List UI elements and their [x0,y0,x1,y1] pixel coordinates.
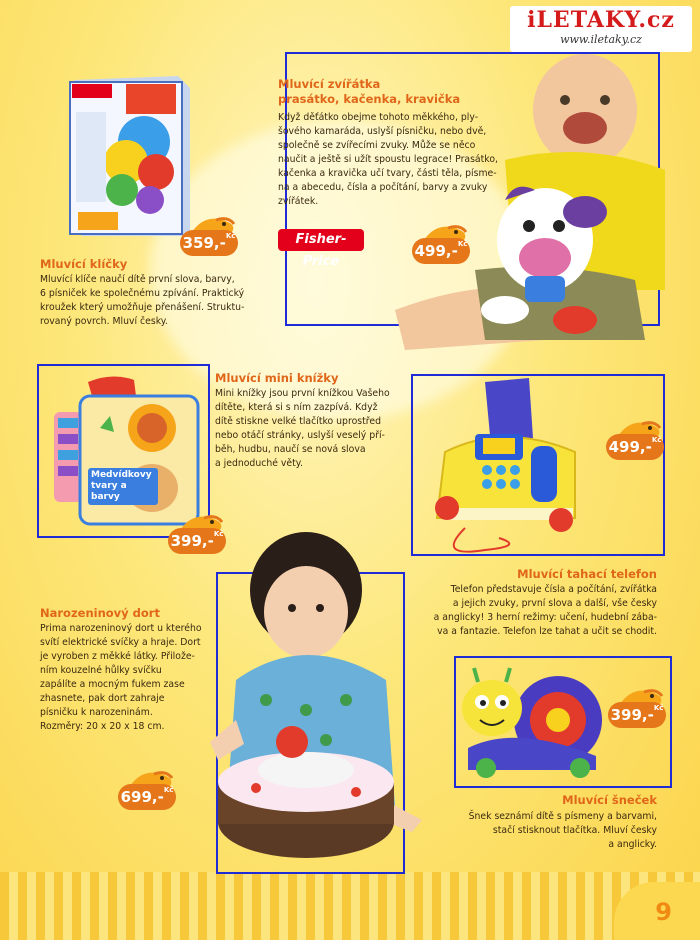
product-description: Telefon představuje čísla a počítání, zvířátka a jejich zvuky, první slova a další, vše česky a anglicky! 3 herní režimy: učení, hudební zába- va a fantazie. Telefon lze tahat a učit se chodit. [433,584,657,637]
product-description: Mini knížky jsou první knížkou Vašeho dítěte, která si s ním zazpívá. Když dítě stiskne velké tlačítko uprostřed nebo otáčí stránky, uslyší veselý pří- běh, hudbu, naučí se nová slova a jednoduché věty. [215,388,390,469]
product-title: Mluvící tahací telefon [517,567,657,581]
site-brand: iLETAKY.cz [527,7,675,33]
product-description: Prima narozeninový dort u kterého svítí elektrické svíčky a hraje. Dort je vyroben z měkké látky. Přilože- ním kouzelné hůlky svíčku zapálíte a mocným fukem zase zhasnete, pak dort zahraje písničku k narozeninám. Rozměry: 20 x 20 x 18 cm. [40,623,202,732]
price-amount: 359,-$^{Kč}$ [180,230,238,256]
price-amount: 499,-$^{Kč}$ [606,434,664,460]
price-tag [600,686,666,730]
product-title: Mluvící klíčky [40,257,128,271]
product-description: Šnek seznámí dítě s písmeny a barvami, stačí stisknout tlačítka. Mluví česky a anglicky. [468,811,657,850]
mini-book-image [52,372,202,530]
site-url: www.iletaky.cz [560,33,642,46]
price-tag [110,768,176,812]
product-title: Mluvící šneček [562,793,657,807]
bottom-stripes [0,872,700,940]
product-title: Narozeninový dort [40,606,160,620]
brand-logo: Fisher-Price [278,229,364,251]
price-tag [172,214,238,258]
product-description: Mluvící klíče naučí dítě první slova, barvy, 6 písniček ke společnému zpívání. Praktický kroužek který umožňuje přenášení. Struktu- rovaný povrch. Mluví česky. [40,274,245,327]
product-title: Mluvící mini knížky [215,371,339,385]
price-amount: 699,-$^{Kč}$ [118,784,176,810]
price-amount: 499,-$^{Kč}$ [412,238,470,264]
product-description: Když děťátko obejme tohoto měkkého, ply- šového kamaráda, uslyší písničku, nebo dvě, společně se zvířecími zvuky. Může se něco naučit a ještě si užít spoustu legrace! Prasátko, kačenka a kravička učí tvary, části těla, písme- na a abecedu, čísla a počítání, barvy a zvuky zvířátek. [278,112,498,207]
girl-with-cake-image [196,530,426,875]
price-tag [598,418,664,462]
book-label: Medvídkovy tvary a barvy [88,468,158,505]
page-number: 9 [655,898,672,926]
price-amount: 399,-$^{Kč}$ [608,702,666,728]
toy-snail-image [456,664,616,782]
price-amount: 399,-$^{Kč}$ [168,528,226,554]
price-tag [404,222,470,266]
product-title: Mluvící zvířátka prasátko, kačenka, kravička [278,77,461,106]
toy-telephone-image [425,378,585,570]
